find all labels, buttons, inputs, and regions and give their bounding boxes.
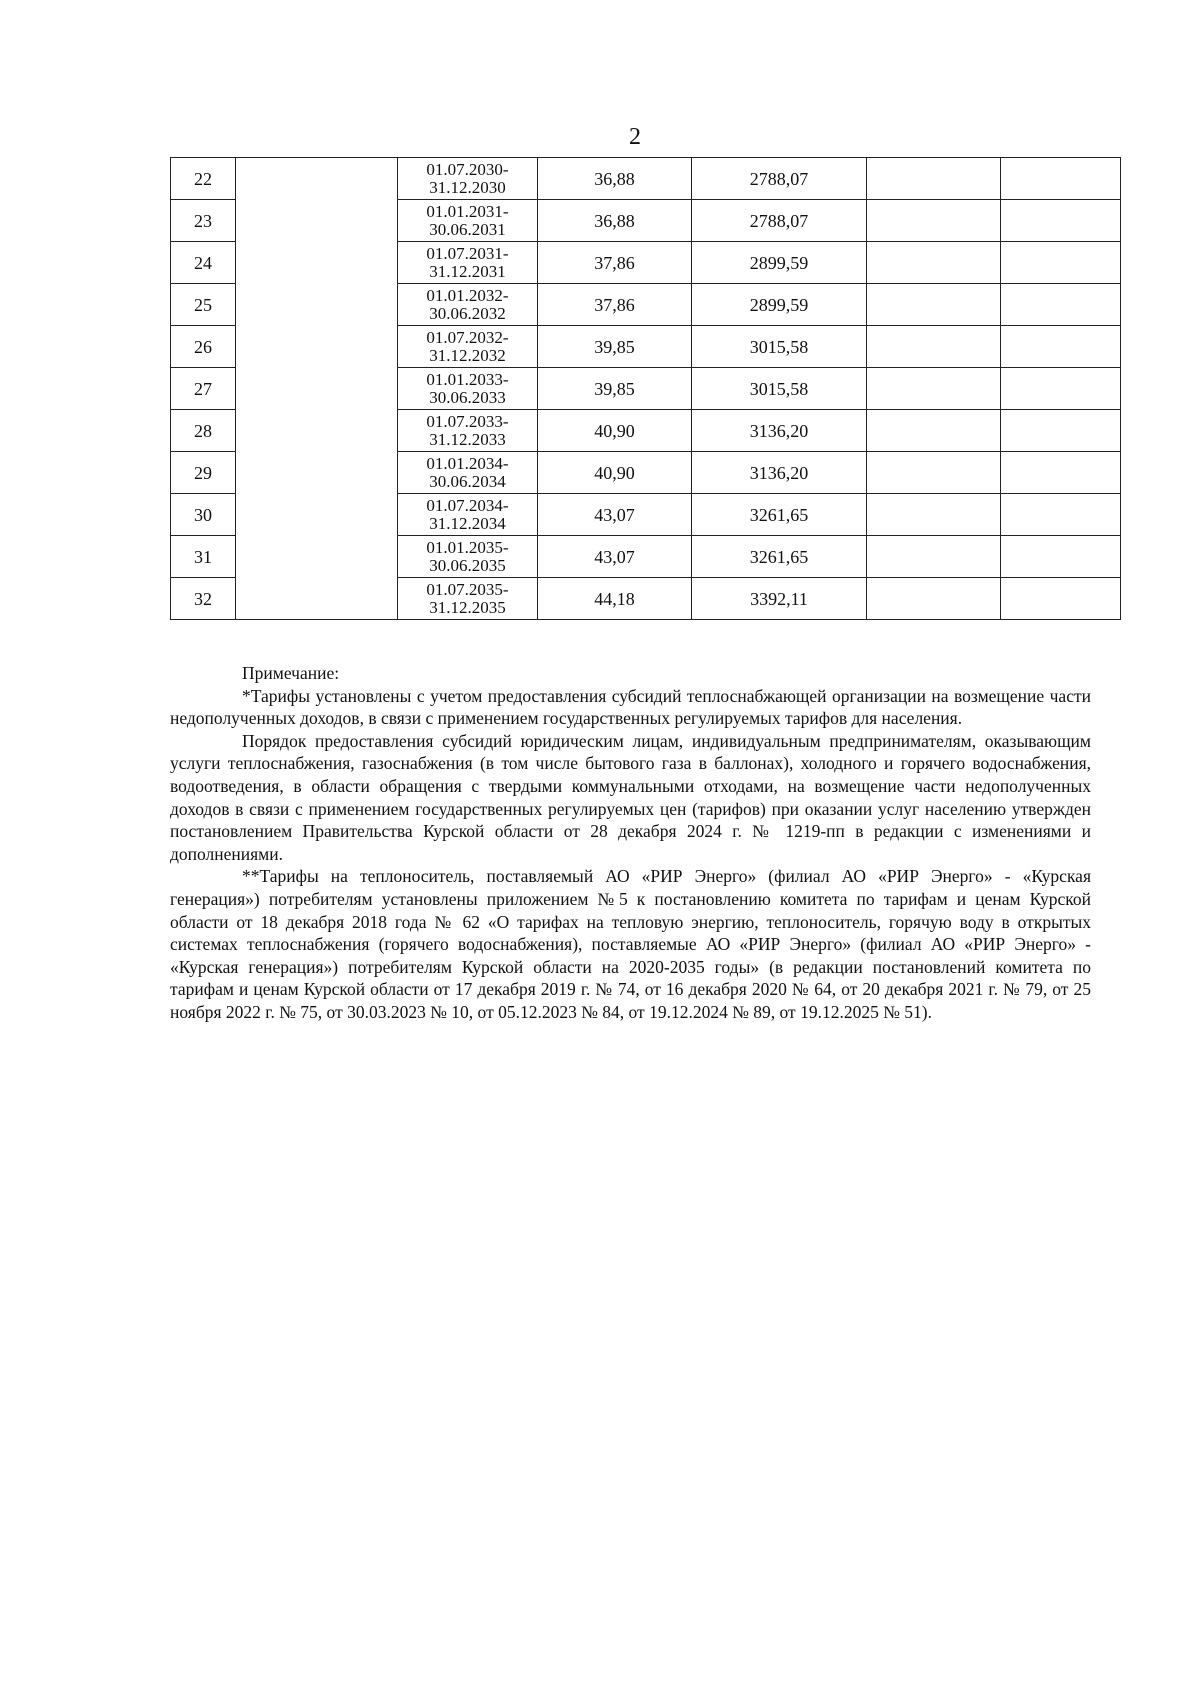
- row-number-cell: 22: [171, 158, 236, 200]
- period-cell: [398, 158, 538, 200]
- period-cell: [398, 578, 538, 620]
- tariff-value-cell: 3015,58: [692, 368, 867, 410]
- period-cell: [398, 410, 538, 452]
- period-from: 01.07.2030-: [426, 159, 509, 179]
- tariff-table: [170, 157, 1121, 620]
- empty-cell: [867, 242, 1001, 284]
- period-to: 30.06.2035: [429, 555, 506, 575]
- tariff-value-cell: 3261,65: [692, 494, 867, 536]
- row-number-cell: 24: [171, 242, 236, 284]
- empty-cell: [1001, 200, 1121, 242]
- tariff-value-cell: 44,18: [538, 578, 692, 620]
- period-from: 01.07.2031-: [426, 243, 509, 263]
- empty-cell: [867, 578, 1001, 620]
- period-to: 31.12.2033: [429, 429, 506, 449]
- period-from: 01.01.2033-: [426, 369, 509, 389]
- period-cell: [398, 452, 538, 494]
- empty-cell: [867, 158, 1001, 200]
- period-cell: [398, 242, 538, 284]
- tariff-value-cell: 2899,59: [692, 242, 867, 284]
- row-number-cell: 29: [171, 452, 236, 494]
- period-cell: [398, 200, 538, 242]
- table-row: [171, 158, 1121, 200]
- empty-cell: [1001, 410, 1121, 452]
- empty-cell: [1001, 326, 1121, 368]
- empty-cell: [867, 410, 1001, 452]
- period-from: 01.07.2033-: [426, 411, 509, 431]
- period-cell: [398, 494, 538, 536]
- row-number-cell: 27: [171, 368, 236, 410]
- empty-cell: [1001, 158, 1121, 200]
- row-number-cell: 26: [171, 326, 236, 368]
- tariff-value-cell: 37,86: [538, 242, 692, 284]
- tariff-value-cell: 40,90: [538, 452, 692, 494]
- period-from: 01.01.2035-: [426, 537, 509, 557]
- period-from: 01.01.2034-: [426, 453, 509, 473]
- note-subsidy-procedure: Порядок предоставления субсидий юридическим лицам, индивидуальным предпринимателям, оказывающим услуги теплоснабжения, газоснабжения (в том числе бытового газа в баллонах), холодного и горячего водоснабжения, водоотведения, в области обращения с твердыми коммунальными отходами, на возмещение части недополученных доходов в связи с применением государственных регулируемых цен (тарифов) при оказании услуг населению утвержден постановлением Правительства Курской области от 28 декабря 2024 г. № 1219-пп в редакции с изменениями и дополнениями.: [170, 730, 1091, 864]
- tariff-value-cell: 3261,65: [692, 536, 867, 578]
- empty-cell: [867, 536, 1001, 578]
- tariff-value-cell: 3136,20: [692, 452, 867, 494]
- period-to: 30.06.2033: [429, 387, 506, 407]
- empty-cell: [867, 368, 1001, 410]
- empty-cell: [1001, 578, 1121, 620]
- period-to: 30.06.2032: [429, 303, 506, 323]
- note-heat-carrier: **Тарифы на теплоноситель, поставляемый АО «РИР Энерго» (филиал АО «РИР Энерго» - «Курская генерация») потребителям установлены приложением №5 к постановлению комитета по тарифам и ценам Курской области от 18 декабря 2018 года № 62 «О тарифах на тепловую энергию, теплоноситель, горячую воду в открытых системах теплоснабжения (горячего водоснабжения), поставляемые АО «РИР Энерго» (филиал АО «РИР Энерго» - «Курская генерация») потребителям Курской области на 2020-2035 годы» (в редакции постановлений комитета по тарифам и ценам Курской области от 17 декабря 2019 г. № 74, от 16 декабря 2020 № 64, от 20 декабря 2021 г. № 79, от 25 ноября 2022 г. № 75, от 30.03.2023 № 10, от 05.12.2023 № 84, от 19.12.2024 № 89, от 19.12.2025 № 51).: [170, 866, 1091, 1022]
- period-to: 31.12.2030: [429, 177, 506, 197]
- tariff-value-cell: 43,07: [538, 536, 692, 578]
- tariff-value-cell: 39,85: [538, 368, 692, 410]
- tariff-value-cell: 2899,59: [692, 284, 867, 326]
- empty-cell: [1001, 452, 1121, 494]
- period-cell: [398, 326, 538, 368]
- period-from: 01.07.2032-: [426, 327, 509, 347]
- empty-cell: [1001, 242, 1121, 284]
- tariff-table-body: [171, 158, 1121, 620]
- notes-heading: Примечание:: [242, 663, 340, 683]
- row-number-cell: 32: [171, 578, 236, 620]
- tariff-value-cell: 39,85: [538, 326, 692, 368]
- period-to: 30.06.2031: [429, 219, 506, 239]
- row-number-cell: 28: [171, 410, 236, 452]
- period-to: 31.12.2034: [429, 513, 506, 533]
- period-from: 01.01.2031-: [426, 201, 509, 221]
- row-number-cell: 30: [171, 494, 236, 536]
- empty-cell: [1001, 368, 1121, 410]
- row-number-cell: 23: [171, 200, 236, 242]
- period-cell: [398, 368, 538, 410]
- tariff-value-cell: 3015,58: [692, 326, 867, 368]
- empty-cell: [1001, 494, 1121, 536]
- empty-cell: [867, 452, 1001, 494]
- tariff-value-cell: 36,88: [538, 200, 692, 242]
- tariff-value-cell: 2788,07: [692, 158, 867, 200]
- tariff-value-cell: 43,07: [538, 494, 692, 536]
- tariff-value-cell: 3136,20: [692, 410, 867, 452]
- empty-cell: [867, 284, 1001, 326]
- empty-cell: [867, 494, 1001, 536]
- period-to: 31.12.2032: [429, 345, 506, 365]
- tariff-value-cell: 37,86: [538, 284, 692, 326]
- period-from: 01.07.2035-: [426, 579, 509, 599]
- period-to: 31.12.2031: [429, 261, 506, 281]
- empty-cell: [867, 326, 1001, 368]
- period-cell: [398, 284, 538, 326]
- note-subsidy: *Тарифы установлены с учетом предоставления субсидий теплоснабжающей организации на возмещение части недополученных доходов, в связи с применением государственных регулируемых тарифов для населения.: [170, 685, 1091, 729]
- row-number-cell: 25: [171, 284, 236, 326]
- empty-merged-cell: [236, 158, 398, 620]
- tariff-value-cell: 2788,07: [692, 200, 867, 242]
- page-number: 2: [629, 124, 641, 150]
- empty-cell: [1001, 536, 1121, 578]
- period-to: 31.12.2035: [429, 597, 506, 617]
- period-from: 01.01.2032-: [426, 285, 509, 305]
- row-number-cell: 31: [171, 536, 236, 578]
- period-to: 30.06.2034: [429, 471, 506, 491]
- tariff-value-cell: 40,90: [538, 410, 692, 452]
- tariff-value-cell: 3392,11: [692, 578, 867, 620]
- empty-cell: [867, 200, 1001, 242]
- empty-cell: [1001, 284, 1121, 326]
- period-from: 01.07.2034-: [426, 495, 509, 515]
- period-cell: [398, 536, 538, 578]
- notes-section: [170, 662, 1091, 1024]
- tariff-value-cell: 36,88: [538, 158, 692, 200]
